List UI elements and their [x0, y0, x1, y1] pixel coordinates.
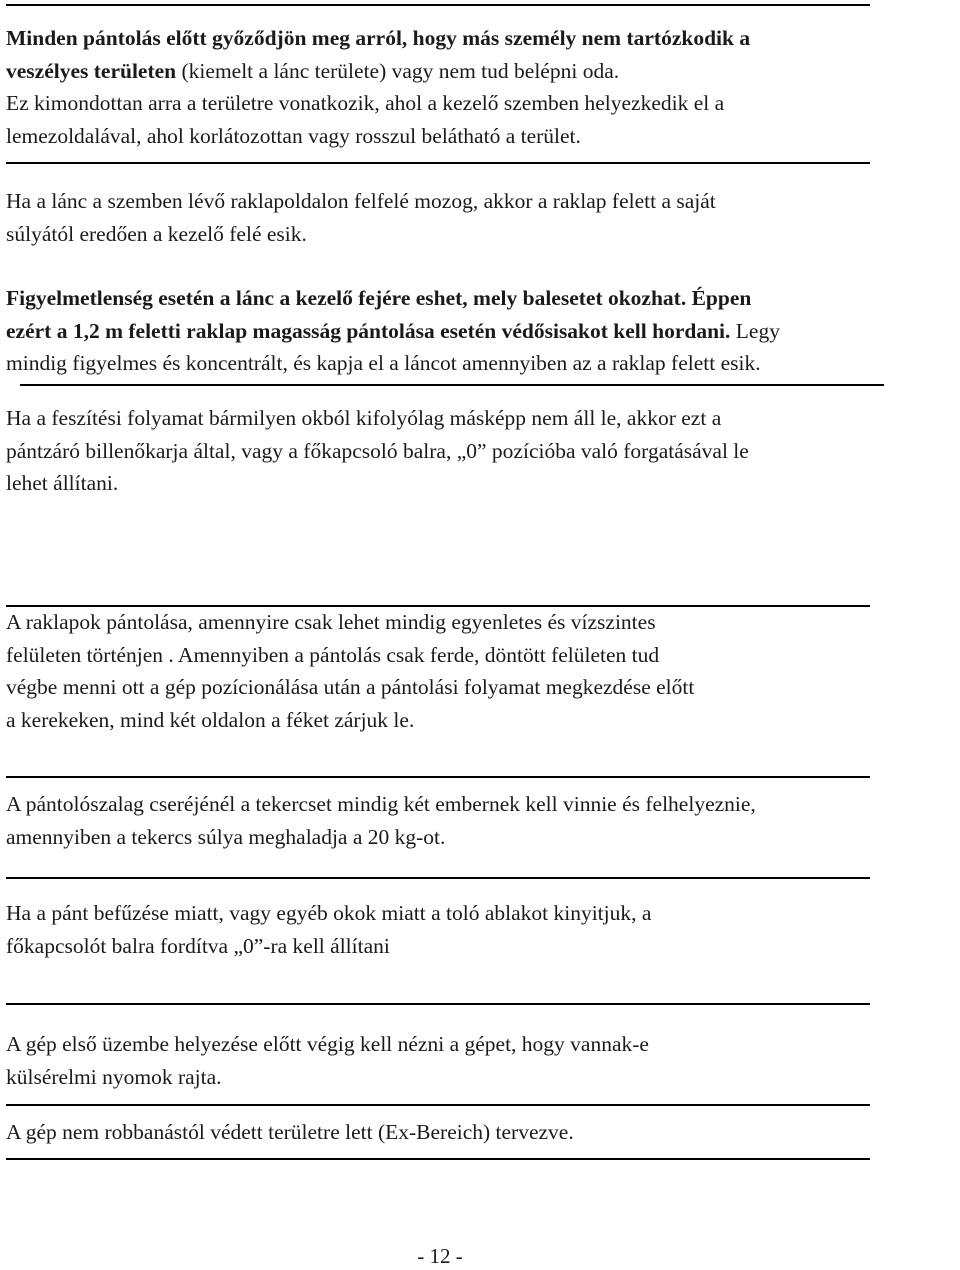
page-number: - 12 - [417, 1244, 463, 1268]
text-line: Ez kimondottan arra a területre vonatkozik, ahol a kezelő szemben helyezkedik el a [6, 91, 725, 115]
text-line: Ha a lánc a szemben lévő raklapoldalon felfelé mozog, akkor a raklap felett a saját [6, 189, 716, 213]
text-line: végbe menni ott a gép pozícionálása után a pántolási folyamat megkezdése előtt [6, 675, 695, 699]
paragraph-safety-area [6, 22, 750, 152]
paragraph-helmet-warning [6, 282, 780, 380]
text-line: Minden pántolás előtt győződjön meg arról, hogy más személy nem tartózkodik a [6, 26, 751, 50]
divider-rule [6, 162, 870, 164]
text-line: A gép első üzembe helyezése előtt végig kell nézni a gépet, hogy vannak-e [6, 1032, 649, 1056]
paragraph-chain-movement [6, 185, 716, 250]
divider-rule [6, 1158, 870, 1160]
divider-rule [6, 1104, 870, 1106]
paragraph-strap-replacement [6, 788, 756, 853]
text-line: Figyelmetlenség esetén a lánc a kezelő fejére eshet, mely balesetet okozhat. Éppen [6, 286, 752, 310]
divider-rule [6, 4, 870, 6]
divider-rule [6, 1003, 870, 1005]
text-line: pántzáró billenőkarja által, vagy a főkapcsoló balra, „0” pozícióba való forgatásával le [6, 438, 749, 463]
text-line: lemezoldalával, ahol korlátozottan vagy rosszul belátható a terület. [6, 123, 581, 148]
text-line: A pántolószalag cseréjénél a tekercset mindig két embernek kell vinnie és felhelyeznie, [6, 792, 756, 816]
text-line: a kerekeken, mind két oldalon a féket zárjuk le. [6, 707, 415, 732]
paragraph-explosion-protection [6, 1116, 574, 1149]
paragraph-first-commissioning [6, 1028, 649, 1093]
divider-rule [20, 384, 884, 386]
text-line: lehet állítani. [6, 471, 119, 495]
text-line: külsérelmi nyomok rajta. [6, 1064, 222, 1089]
paragraph-tensioning-stop [6, 402, 749, 500]
text-line: ezért a 1,2 m feletti raklap magasság pántolása esetén védősisakot kell hordani. Legy [6, 318, 780, 343]
divider-rule [6, 877, 870, 879]
text-line: Ha a feszítési folyamat bármilyen okból kifolyólag másképp nem áll le, akkor ezt a [6, 406, 722, 430]
text-line: veszélyes területen (kiemelt a lánc területe) vagy nem tud belépni oda. [6, 58, 620, 83]
text-line: Ha a pánt befűzése miatt, vagy egyéb okok miatt a toló ablakot kinyitjuk, a [6, 901, 652, 925]
text-line: amennyiben a tekercs súlya meghaladja a 20 kg-ot. [6, 824, 446, 849]
text-line: A gép nem robbanástól védett területre lett (Ex-Bereich) tervezve. [6, 1120, 574, 1144]
text-line: felületen történjen . Amennyiben a pántolás csak ferde, döntött felületen tud [6, 642, 660, 667]
text-line: súlyától eredően a kezelő felé esik. [6, 221, 307, 246]
divider-rule [6, 776, 870, 778]
text-line: A raklapok pántolása, amennyire csak lehet mindig egyenletes és vízszintes [6, 610, 656, 634]
paragraph-strap-threading [6, 897, 651, 962]
text-line: mindig figyelmes és koncentrált, és kapja el a láncot amennyiben az a raklap felett esik. [6, 351, 761, 375]
text-line: főkapcsolót balra fordítva „0”-ra kell állítani [6, 933, 390, 958]
paragraph-level-surface [6, 606, 694, 736]
